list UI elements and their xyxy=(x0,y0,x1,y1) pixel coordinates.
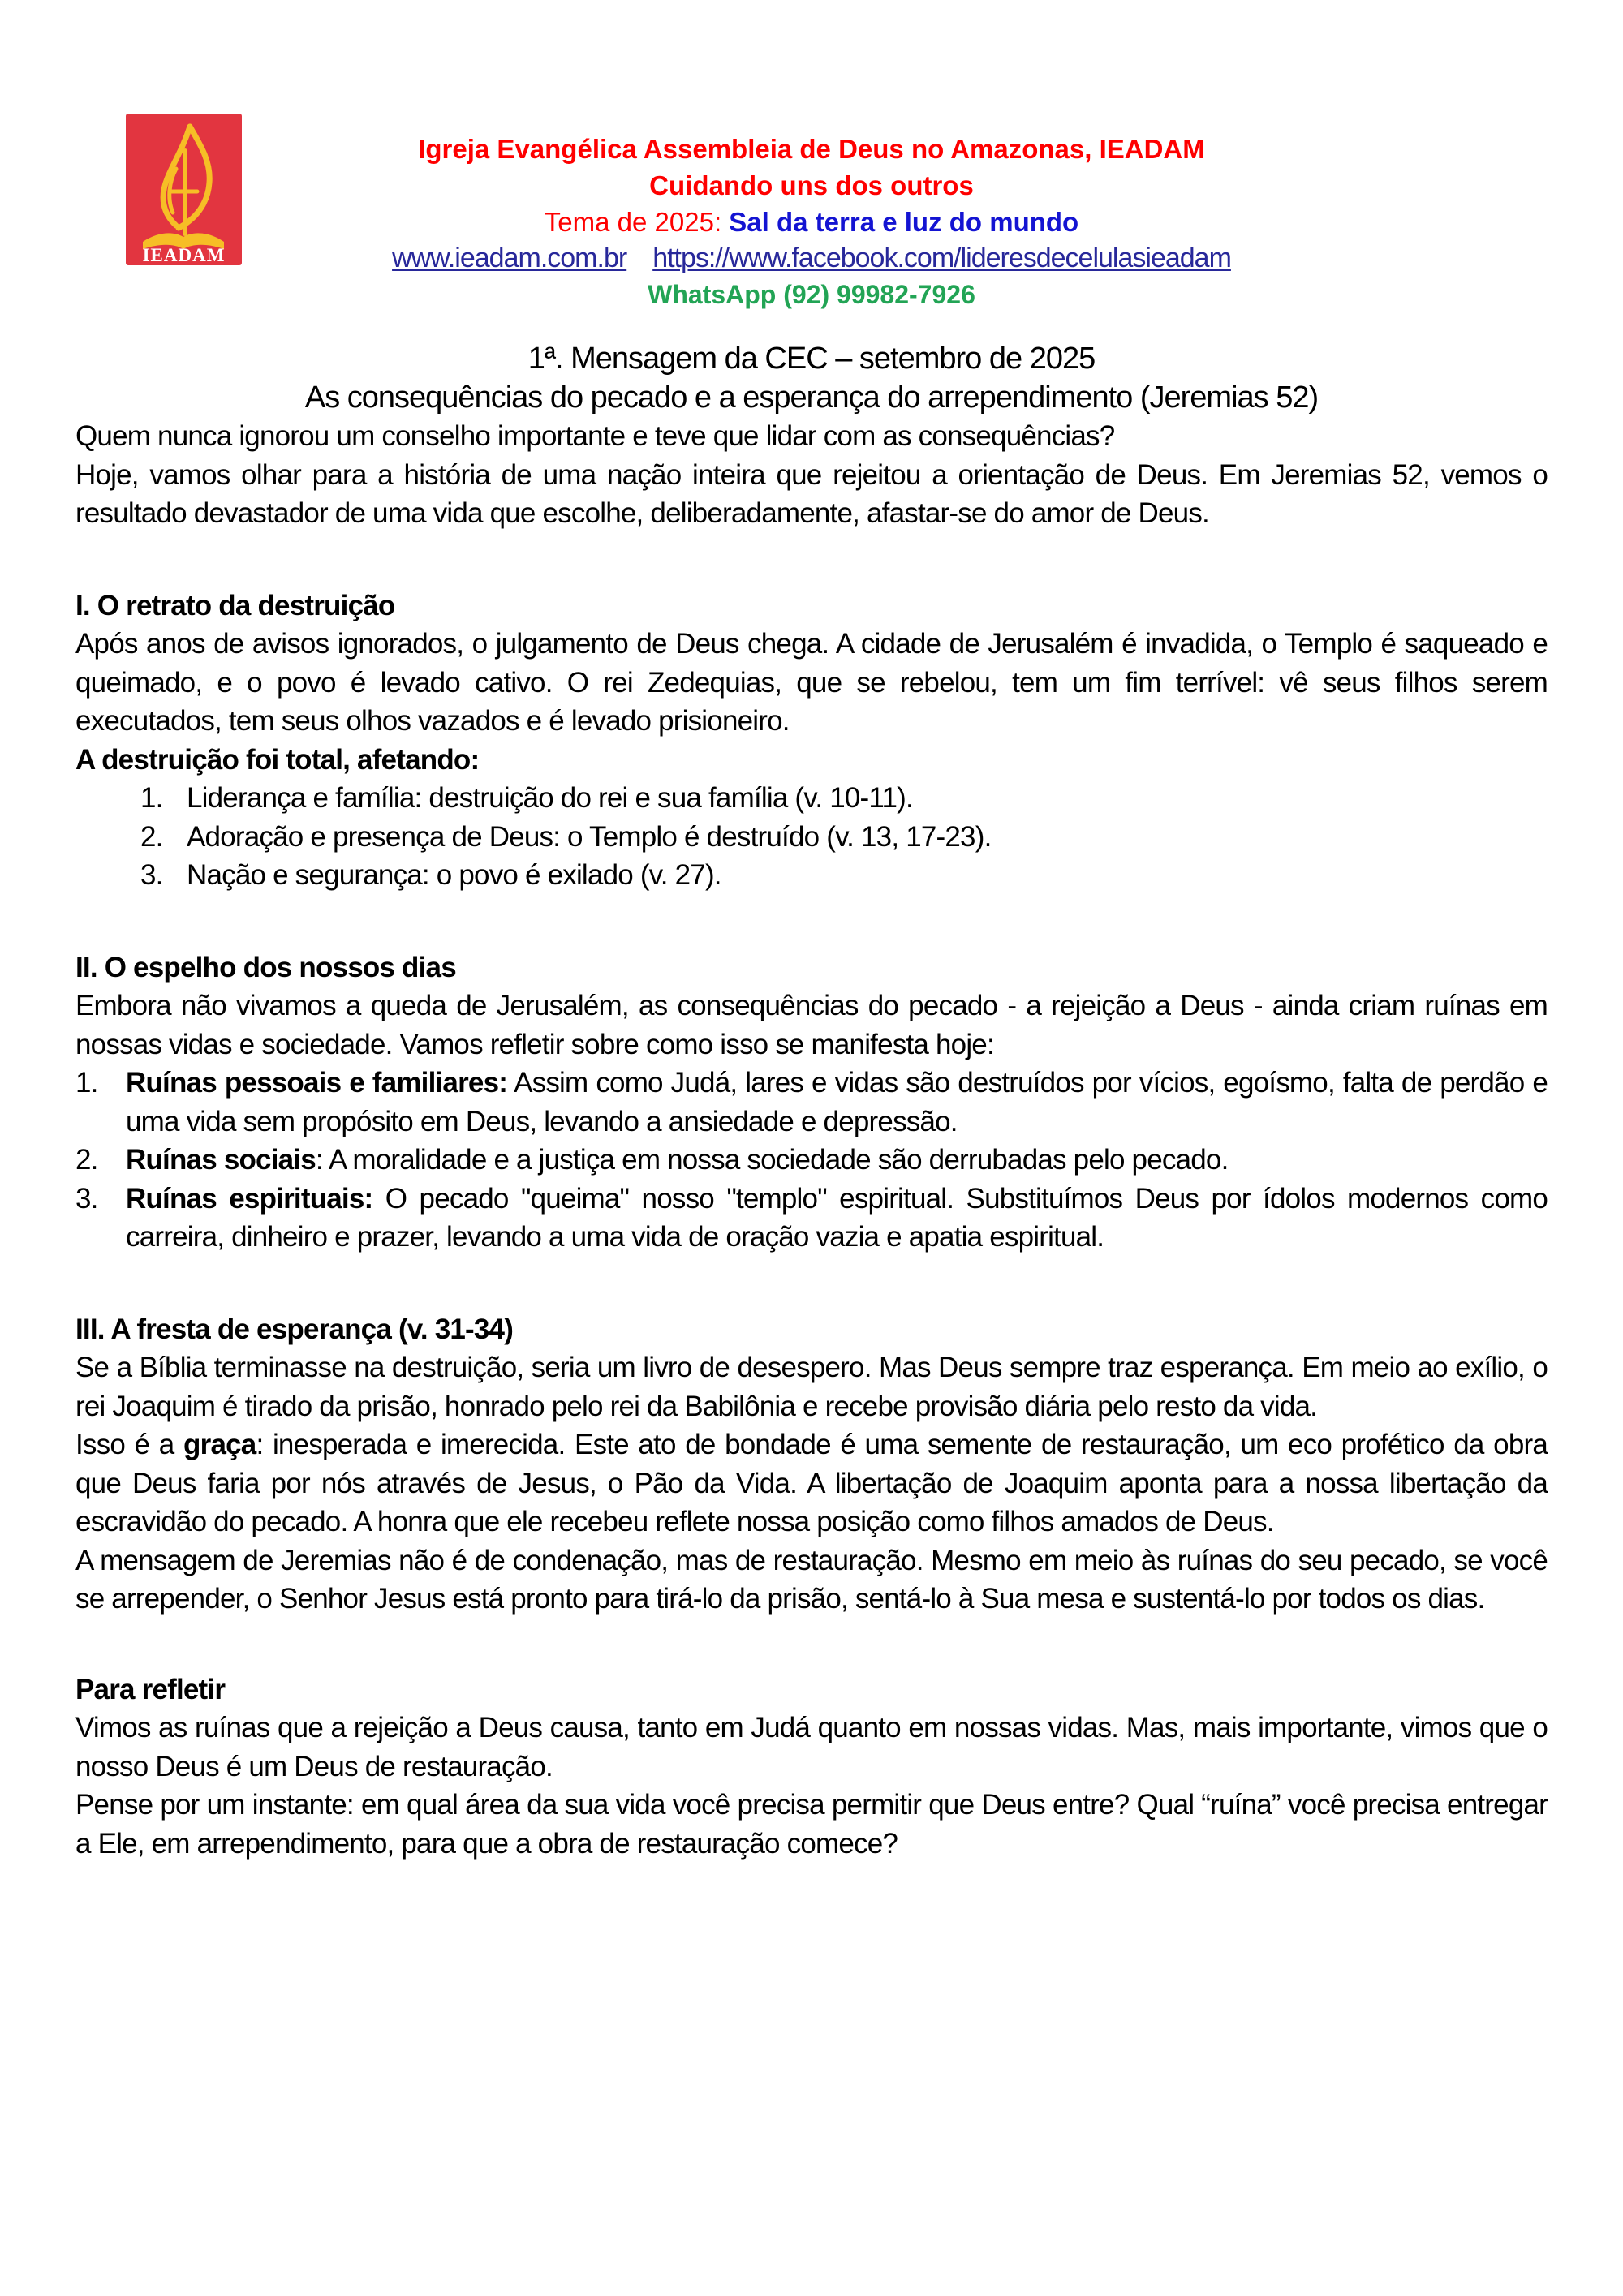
list-number: 1. xyxy=(140,782,163,814)
section2-paragraph: Embora não vivamos a queda de Jerusalém, as consequências do pecado - a rejeição a Deus - ainda criam ruínas em nossas vidas e sociedade. Vamos refletir sobre como isso se manifesta hoje: xyxy=(75,990,1548,1060)
section3-paragraph-2 xyxy=(75,1425,1548,1541)
list-number: 2. xyxy=(140,820,163,853)
intro-paragraph-2: Hoje, vamos olhar para a história de uma nação inteira que rejeitou a orientação de Deus. Em Jeremias 52, vemos o resultado devastador de uma vida que escolhe, deliberadamente, afastar-se do amor de Deus. xyxy=(75,458,1548,529)
list-item-body: Assim como Judá, lares e vidas são destruídos por vícios, egoísmo, falta de perdão e uma vida sem propósito em Deus, levando a ansiedade e depressão. xyxy=(126,1067,1548,1137)
reflection-heading: Para refletir xyxy=(75,1673,226,1705)
list-number: 3. xyxy=(75,1182,98,1215)
reflection-paragraph-2: Pense por um instante: em qual área da sua vida você precisa permitir que Deus entre? Qual “ruína” você precisa entregar a Ele, em arrependimento, para que a obra de restauração comece? xyxy=(75,1789,1548,1860)
section2-heading: II. O espelho dos nossos dias xyxy=(75,951,456,983)
list-number: 2. xyxy=(75,1144,98,1176)
section3-heading: III. A fresta de esperança (v. 31-34) xyxy=(75,1313,514,1345)
section1-subheading: A destruição foi total, afetando: xyxy=(75,743,480,776)
section2-list-item-2 xyxy=(75,1141,1548,1180)
section1-list-item-3 xyxy=(75,856,1548,895)
theme-line xyxy=(0,204,1623,240)
document-subtitle: As consequências do pecado e a esperança do arrependimento (Jeremias 52) xyxy=(304,381,1319,415)
website-link[interactable]: www.ieadam.com.br xyxy=(392,243,627,273)
document-title: 1ª. Mensagem da CEC – setembro de 2025 xyxy=(527,342,1096,376)
section1-heading: I. O retrato da destruição xyxy=(75,589,395,621)
list-item-text xyxy=(126,1141,1548,1180)
links-line xyxy=(0,240,1623,277)
motto: Cuidando uns dos outros xyxy=(649,170,974,200)
list-item-lead: Ruínas espirituais: xyxy=(126,1182,373,1215)
org-name: Igreja Evangélica Assembleia de Deus no Amazonas, IEADAM xyxy=(418,134,1205,164)
theme-label: Tema de 2025: xyxy=(544,207,730,237)
list-item-text xyxy=(126,1064,1548,1141)
section3-paragraph-3: A mensagem de Jeremias não é de condenação, mas de restauração. Mesmo em meio às ruínas do seu pecado, se você se arrepender, o Senhor Jesus está pronto para tirá-lo da prisão, sentá-lo à Sua mesa e sustentá-lo por todos os dias. xyxy=(75,1544,1548,1615)
list-item-text: Adoração e presença de Deus: o Templo é destruído (v. 13, 17-23). xyxy=(187,820,992,853)
reflection-paragraph-1: Vimos as ruínas que a rejeição a Deus causa, tanto em Judá quanto em nossas vidas. Mas, mais importante, vimos que o nosso Deus é um Deus de restauração. xyxy=(75,1712,1548,1782)
section3-paragraph-1: Se a Bíblia terminasse na destruição, seria um livro de desespero. Mas Deus sempre traz esperança. Em meio ao exílio, o rei Joaquim é tirado da prisão, honrado pelo rei da Babilônia e recebe provisão diária pelo resto da vida. xyxy=(75,1352,1548,1422)
list-item-body: O pecado "queima" nosso "templo" espiritual. Substituímos Deus por ídolos modernos como carreira, dinheiro e prazer, levando a uma vida de oração vazia e apatia espiritual. xyxy=(126,1182,1548,1253)
facebook-link[interactable]: https://www.facebook.com/lideresdecelulasieadam xyxy=(652,243,1231,273)
logo-text: IEADAM xyxy=(142,245,226,265)
list-item-text: Nação e segurança: o povo é exilado (v. 27). xyxy=(187,859,721,891)
list-number: 3. xyxy=(140,859,163,891)
list-item-lead: Ruínas pessoais e familiares: xyxy=(126,1067,508,1099)
list-number: 1. xyxy=(75,1067,98,1099)
grace-pre: Isso é a xyxy=(75,1429,184,1460)
list-item-text: Liderança e família: destruição do rei e sua família (v. 10-11). xyxy=(187,782,913,814)
section1-list-item-1 xyxy=(75,779,1548,818)
section1-list-item-2 xyxy=(75,818,1548,857)
list-item-text xyxy=(126,1180,1548,1257)
intro-paragraph-1: Quem nunca ignorou um conselho importante e teve que lidar com as consequências? xyxy=(75,420,1115,452)
section2-list-item-3 xyxy=(75,1180,1548,1257)
section2-list-item-1 xyxy=(75,1064,1548,1141)
grace-word: graça xyxy=(183,1429,256,1460)
list-item-body: : A moralidade e a justiça em nossa sociedade são derrubadas pelo pecado. xyxy=(315,1144,1229,1176)
header xyxy=(0,131,1623,313)
theme-value: Sal da terra e luz do mundo xyxy=(729,207,1079,237)
document-body xyxy=(75,339,1548,1863)
whatsapp-number: WhatsApp (92) 99982-7926 xyxy=(648,280,975,309)
list-item-lead: Ruínas sociais xyxy=(126,1144,316,1176)
section1-paragraph: Após anos de avisos ignorados, o julgamento de Deus chega. A cidade de Jerusalém é invadida, o Templo é saqueado e queimado, e o povo é levado cativo. O rei Zedequias, que se rebelou, tem um fim terrível: vê seus filhos serem executados, tem seus olhos vazados e é levado prisioneiro. xyxy=(75,628,1548,737)
grace-post: : inesperada e imerecida. Este ato de bondade é uma semente de restauração, um eco profético da obra que Deus faria por nós através de Jesus, o Pão da Vida. A libertação de Joaquim aponta para a nossa libertação da escravidão do pecado. A honra que ele recebeu reflete nossa posição como filhos amados de Deus. xyxy=(75,1429,1548,1537)
